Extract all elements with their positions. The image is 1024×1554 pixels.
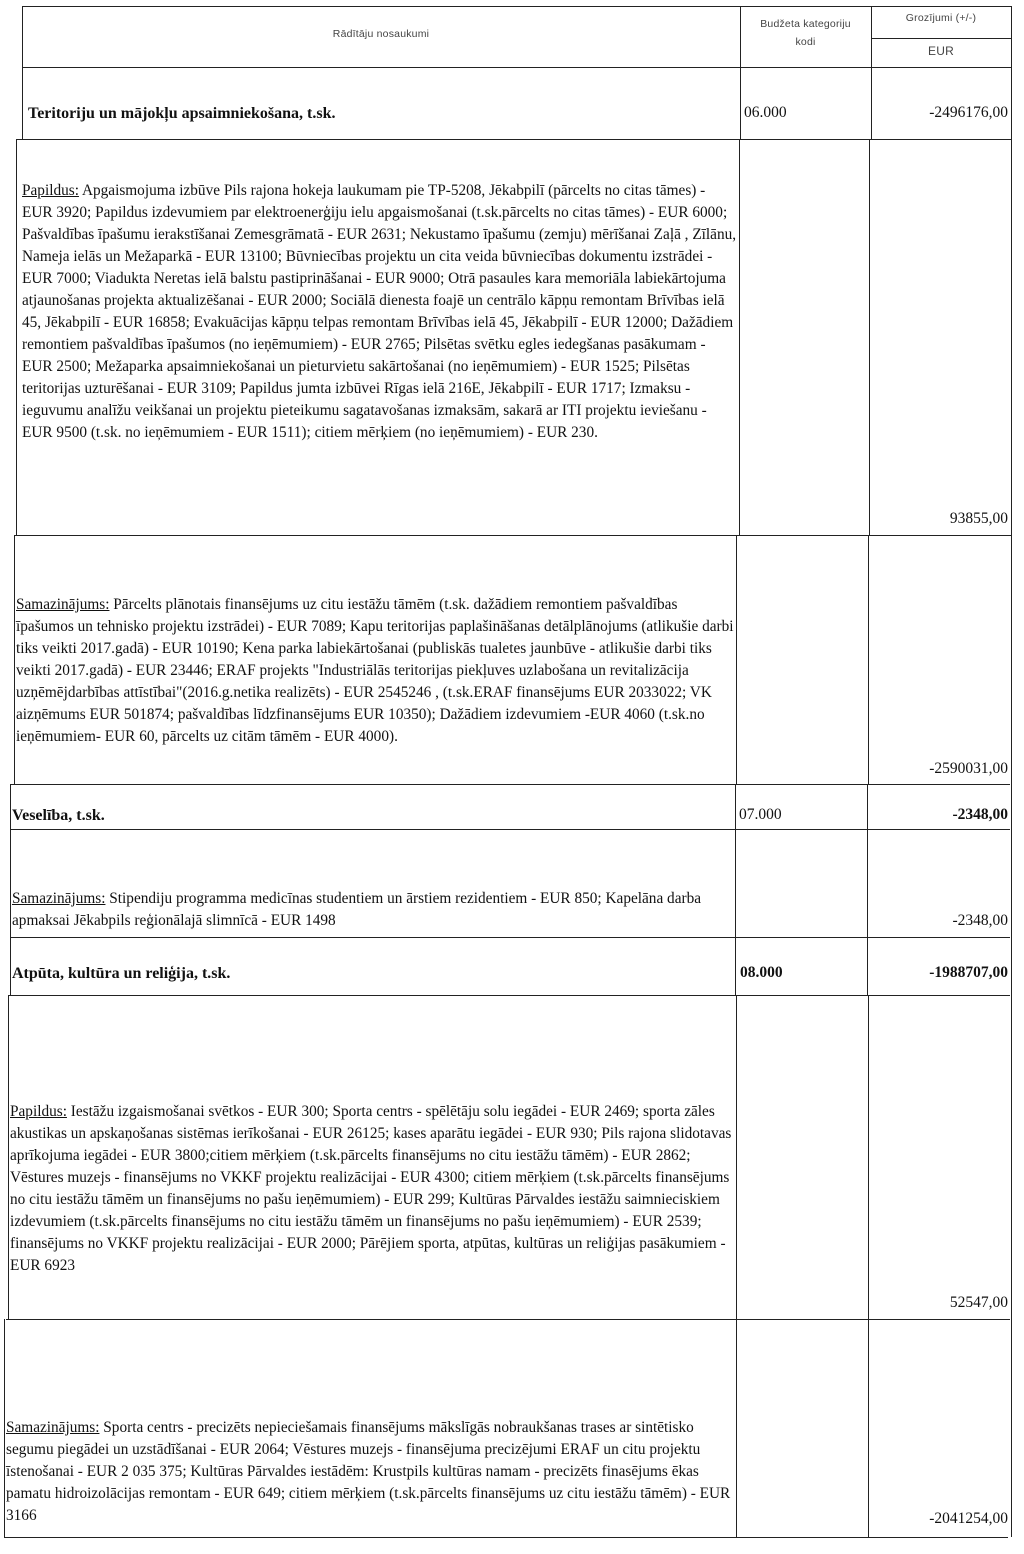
header-changes: Grozījumi (+/-) <box>905 12 977 24</box>
samazinajums-text: Pārcelts plānotais finansējums uz citu iestāžu tāmēm (t.sk. dažādiem remontiem pašvaldības īpašumos un tehnisko projektu izstrādei) - EUR 7089; Kapu teritorijas paplašināšanas detālplānojums (atlikušie darbi tiks veikti 2017.gadā) - EUR 10190; Kena parka labiekārtošanai (publiskās tualetes jaunbūve - atlikušie darbi tiks veikti 2017.gadā) - EUR 23446; ERAF projekts "Industriālās teritorijas piekļuves uzlabošana un revitalizācija uzņēmējdarbības attīstībai"(2016.g.netika realizēts) - EUR 2545246 , (t.sk.ERAF finansējums EUR 2033022; VK aizņēmums EUR 501874; pašvaldības līdzfinansējums EUR 10350); Dažādiem izdevumiem -EUR 4060 (t.sk.no ieņēmumiem- EUR 60, pārcelts uz citām tāmēm - EUR 4000). <box>16 596 734 745</box>
left-border <box>14 535 15 784</box>
samazinajums-label: Samazinājums: <box>6 1419 100 1436</box>
budget-code: 07.000 <box>739 806 782 823</box>
header-budget-codes: Budžeta kategoriju <box>760 18 851 30</box>
papildus-text: Iestāžu izgaismošanai svētkos - EUR 300; Sporta centrs - spēlētāju solu iegādei - EUR 2469; sporta zāles akustikas un apskaņošanas sistēmas ierīkošanai - EUR 26125; kases aparātu iegādei - EUR 930; Pils rajona slidotavas aprīkojuma iegādei - EUR 3800;citiem mērķiem (t.sk.pārcelts finansējums no citu iestāžu tāmēm) - EUR 2862; Vēstures muzejs - finansējums no VKKF projektu realizācijai - EUR 4300; citiem mērķiem (t.sk.pārcelts finansējums no citu iestāžu tāmēm un finansējums no pašu ieņēmumiem) - EUR 299; Kultūras Pārvaldes iestāžu saimnieciskiem izdevumiem (t.sk.pārcelts finansējums no citu iestāžu tāmēm un finansējums no pašu ieņēmumiem) - EUR 2539; finansējums no VKKF projektu realizācijai - EUR 2000; Pārējiem sporta, atpūtas, kultūras un reliģijas pasākumiem - EUR 6923 <box>10 1103 732 1274</box>
row-divider <box>6 1319 1010 1320</box>
samazinajums-description <box>16 594 736 748</box>
section-title: Teritoriju un mājokļu apsaimniekošana, t.sk. <box>28 105 336 122</box>
code-column-divider <box>736 535 737 784</box>
table-border-top <box>22 6 1012 7</box>
budget-code: 06.000 <box>744 104 787 121</box>
amount: -1988707,00 <box>929 964 1008 981</box>
samazinajums-label: Samazinājums: <box>12 890 106 907</box>
left-border <box>8 995 9 1319</box>
papildus-label: Papildus: <box>10 1103 67 1120</box>
left-border <box>10 784 11 995</box>
papildus-description <box>10 1101 734 1277</box>
row-divider <box>10 829 1010 830</box>
header-budget-codes-line2: kodi <box>795 36 816 48</box>
code-column-divider <box>736 995 737 1319</box>
section-title: Veselība, t.sk. <box>12 807 105 824</box>
row-divider <box>10 784 1010 785</box>
left-border <box>16 139 17 535</box>
table-border-bottom <box>4 1537 1008 1538</box>
header-indicator-names: Rādītāju nosaukumi <box>332 28 430 40</box>
amount: -2348,00 <box>952 912 1008 929</box>
section-title: Atpūta, kultūra un reliģija, t.sk. <box>12 965 231 982</box>
samazinajums-description <box>6 1417 734 1527</box>
papildus-label: Papildus: <box>22 182 79 199</box>
papildus-description <box>22 180 738 444</box>
amount-column-divider <box>868 1319 869 1537</box>
papildus-text: Apgaismojuma izbūve Pils rajona hokeja laukumam pie TP-5208, Jēkabpilī (pārcelts no citas tāmes) - EUR 3920; Papildus izdevumiem par elektroenerģiju ielu apgaismošanai (t.sk.pārcelts no citas tāmes) - EUR 6000; Pašvaldības īpašumu ierakstīšanai Zemesgrāmatā - EUR 2631; Nekustamo īpašumu (zemju) mērīšanai Zaļā , Zīlānu, Nameja ielās un Mežaparkā - EUR 13100; Būvniecības projektu un cita veida būvniecības dokumentu izstrādei - EUR 7000; Viadukta Neretas ielā balstu pastiprināšanai - EUR 9000; Otrā pasaules kara memoriāla labiekārtojuma atjaunošanas projekta aktualizēšanai - EUR 2000; Sociālā dienesta foajē un centrālo kāpņu remontam Brīvības ielā 45, Jēkabpilī - EUR 16858; Evakuācijas kāpņu telpas remontam Brīvības ielā 45, Jēkabpilī - EUR 12000; Dažādiem remontiem pašvaldības īpašumos (no ieņēmumiem) - EUR 2765; Pilsētas svētku egles iedegšanas pasākumam - EUR 2500; Mežaparka apsaimniekošanai un pieturvietu sakārtošanai (no ieņēmumiem) - EUR 1525; Pilsētas teritorijas uzturēšanai - EUR 3109; Papildus jumta izbūvei Rīgas ielā 216E, Jēkabpilī - EUR 1717; Izmaksu - ieguvumu analīžu veikšanai un projektu pieteikumu sagatavošanas izmaksām, sakarā ar ITI projektu ieviešanu - EUR 9500 (t.sk. no ieņēmumiem - EUR 1511); citiem mērķiem (no ieņēmumiem) - EUR 230. <box>22 182 737 441</box>
amount: 93855,00 <box>949 510 1008 527</box>
row-divider <box>16 139 1012 140</box>
amount: 52547,00 <box>949 1294 1008 1311</box>
amount: -2496176,00 <box>929 104 1008 121</box>
samazinajums-text: Sporta centrs - precizēts nepieciešamais finansējums mākslīgās nobraukšanas trases ar sintētisko segumu piegādei un uzstādīšanai - EUR 2064; Vēstures muzejs - finansējuma precizējumi ERAF un citu projektu īstenošanai - EUR 2 035 375; Kultūras Pārvaldes iestādēm: Krustpils kultūras namam - precizēts finasējums ēkas pamatu hidroizolācijas remontam - EUR 649; citiem mērķiem (t.sk.pārcelts finansējums uz citu iestāžu tāmēm) - EUR 3166 <box>6 1419 731 1524</box>
code-column-divider <box>735 784 736 995</box>
budget-code: 08.000 <box>740 964 783 981</box>
amount-column-divider <box>869 139 870 535</box>
amount: -2348,00 <box>952 806 1008 823</box>
samazinajums-text: Stipendiju programma medicīnas studentiem un ārstiem rezidentiem - EUR 850; Kapelāna darba apmaksai Jēkabpils reģionālajā slimnīcā - EUR 1498 <box>12 890 702 929</box>
row-divider <box>14 535 1012 536</box>
amount-column-divider <box>867 784 868 995</box>
right-border <box>1011 6 1012 1537</box>
header-subdivider <box>871 38 1012 39</box>
samazinajums-description <box>12 888 734 932</box>
left-border <box>22 6 23 139</box>
amount: -2041254,00 <box>929 1510 1008 1527</box>
code-column-divider <box>736 1319 737 1537</box>
left-border <box>4 1319 5 1537</box>
amount: -2590031,00 <box>929 760 1008 777</box>
row-divider <box>8 995 1010 996</box>
header-bottom-border <box>22 67 1012 68</box>
amount-column-divider <box>868 995 869 1319</box>
amount-column-divider <box>868 535 869 784</box>
header-unit: EUR <box>928 44 954 58</box>
samazinajums-label: Samazinājums: <box>16 596 110 613</box>
row-divider <box>10 937 1010 938</box>
code-column-divider <box>739 139 740 535</box>
